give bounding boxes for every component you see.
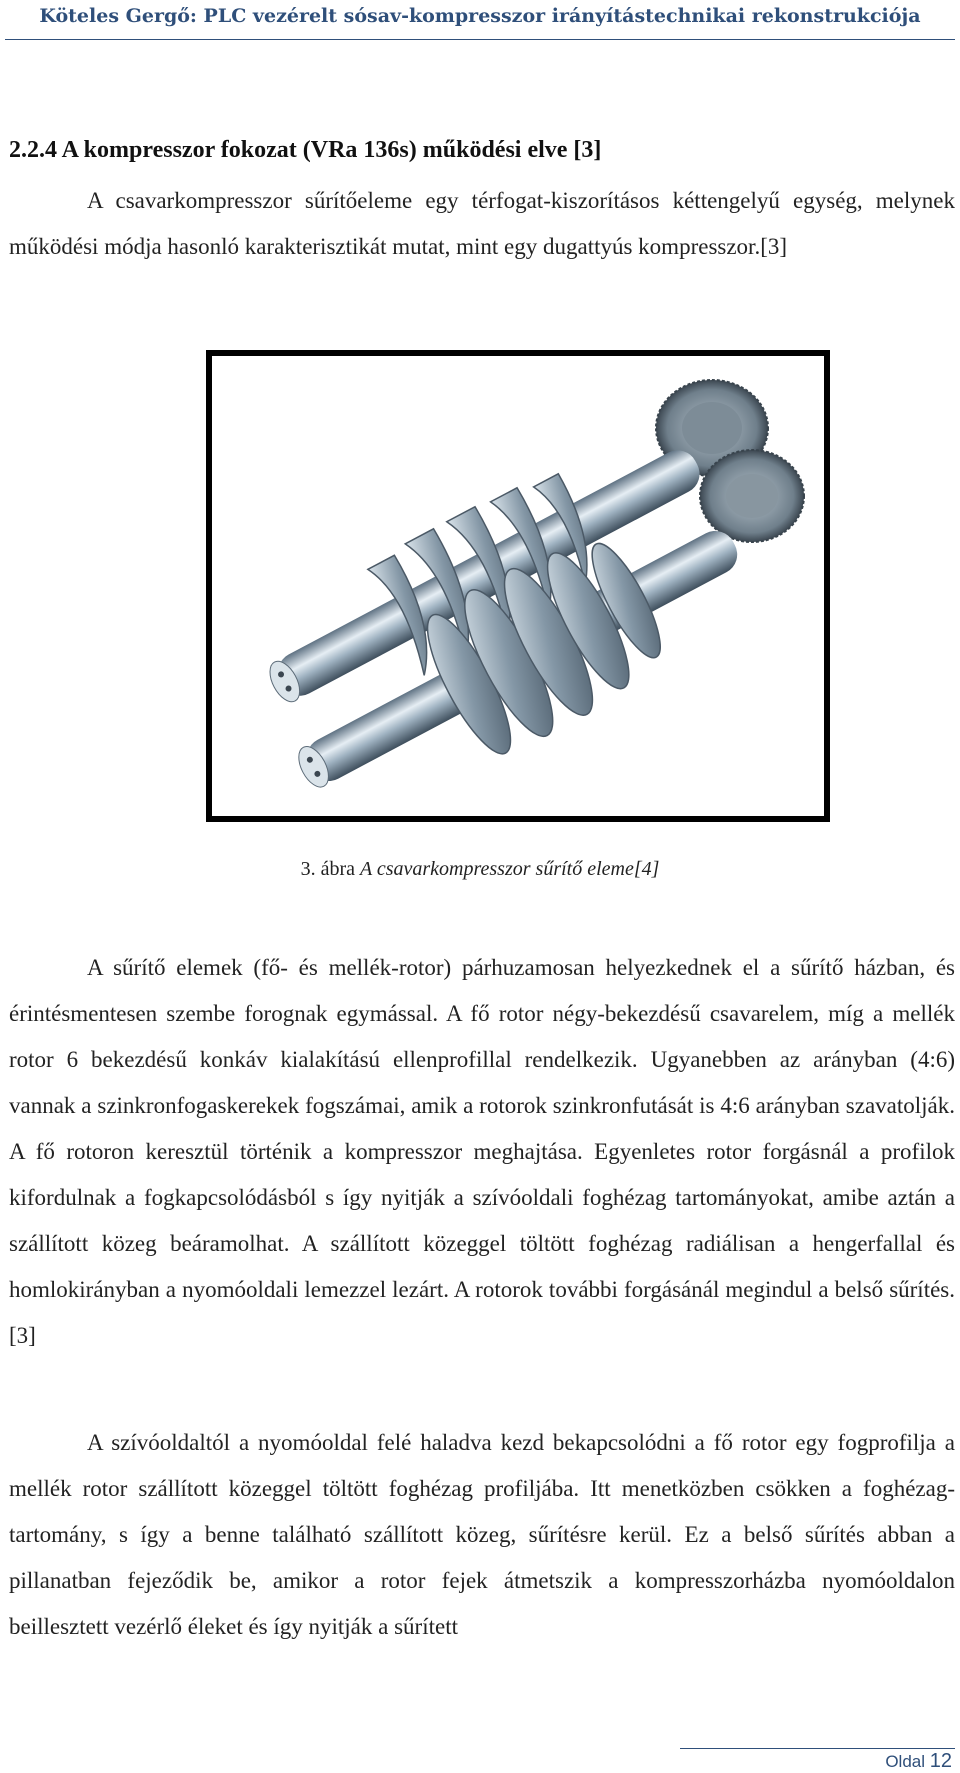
- page-label: Oldal: [885, 1752, 926, 1771]
- figure-caption: [0, 858, 960, 881]
- figure-frame: [206, 350, 830, 822]
- caption-title: A csavarkompresszor sűrítő eleme[4]: [359, 858, 660, 880]
- section-title: 2.2.4 A kompresszor fokozat (VRa 136s) működési elve [3]: [9, 137, 602, 163]
- paragraph-compression: A szívóoldaltól a nyomóoldal felé haladva kezd bekapcsolódni a fő rotor egy fogprofilja a mellék rotor szállított közeggel töltött foghézag profiljába. Itt menetközben csökken a foghézag-tartomány, s így a benne található szállított közeg, sűrítésre kerül. Ez a belső sűrítés abban a pillanatban fejeződik be, amikor a rotor fejek átmetszik a kompresszorházba nyomóoldalon beillesztett vezérlő éleket és így nyitják a sűrített: [9, 1430, 955, 1639]
- page-footer: [885, 1750, 952, 1773]
- compressor-rotors-icon: [212, 356, 824, 816]
- paragraph-intro: A csavarkompresszor sűrítőeleme egy térfogat-kiszorításos kéttengelyű egység, melynek működési módja hasonló karakterisztikát mutat, mint egy dugattyús kompresszor.[3]: [9, 188, 955, 259]
- paragraph-rotors: A sűrítő elemek (fő- és mellék-rotor) párhuzamosan helyezkednek el a sűrítő házban, és érintésmentesen szembe forognak egymással. A fő rotor négy-bekezdésű csavarelem, míg a mellék rotor 6 bekezdésű konkáv kialakítású ellenprofillal rendelkezik. Ugyanebben az arányban (4:6) vannak a szinkronfogaskerekek fogszámai, amik a rotorok szinkronfutását is 4:6 arányban szavatolják. A fő rotoron keresztül történik a kompresszor meghajtása. Egyenletes rotor forgásnál a profilok kifordulnak a fogkapcsolódásból s így nyitják a szívóoldali foghézag tartományokat, amibe aztán a szállított közeg beáramolhat. A szállított közeggel töltött foghézag radiálisan a hengerfallal és homlokirányban a nyomóoldali lemezzel lezárt. A rotorok további forgásánál megindul a belső sűrítés.[3]: [9, 955, 955, 1348]
- caption-number: 3. ábra: [300, 858, 355, 880]
- header-divider: [5, 39, 955, 40]
- page-number: 12: [929, 1750, 952, 1772]
- footer-divider: [680, 1748, 955, 1749]
- header-title: Köteles Gergő: PLC vezérelt sósav-kompresszor irányítástechnikai rekonstrukciója: [39, 5, 921, 27]
- page-header: [0, 0, 960, 40]
